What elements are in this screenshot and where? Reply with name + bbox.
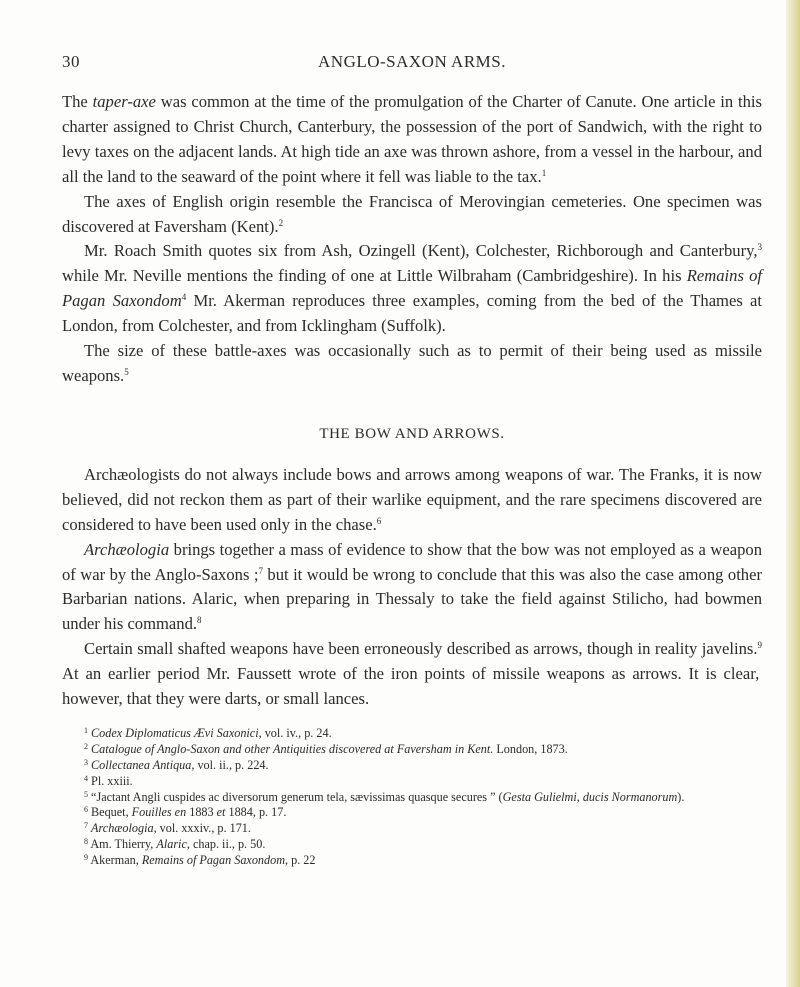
footnote: $^6$ Bequet, Fouilles en 1883 et 1884, p. 17. [84,805,287,820]
running-title: ANGLO-SAXON ARMS. [318,52,506,71]
paragraph: The size of these battle-axes was occasionally such as to permit of their being used as missile weapons.$^5$ [62,341,762,385]
footnote: $^2$ Catalogue of Anglo-Saxon and other Antiquities discovered at Faversham in Kent. London, 1873. [84,741,568,756]
footnote-ref: 2 [278,217,284,228]
footnote-ref: 5 [124,366,129,377]
footnote-ref: 7 [258,565,263,576]
book-page [62,52,762,869]
paragraph: Certain small shafted weapons have been erroneously described as arrows, though in reality javelins.$^9$ At an earlier period Mr. Faussett wrote of the iron points of missile weapons as arrows. It is clear, however, that they were darts, or small lances. [62,639,762,709]
footnote: $^5$ “Jactant Angli cuspides ac diversorum generum tela, sævissimas quasque secures ” (Gesta Gulielmi, ducis Normanorum). [84,789,685,804]
footnote: $^7$ Archæologia, vol. xxxiv., p. 171. [84,821,251,836]
paragraph: The axes of English origin resemble the Francisca of Merovingian cemeteries. One specimen was discovered at Faversham (Kent).$^2$ [62,191,762,236]
footnote-ref: 9 [757,640,762,651]
footnote: $^8$ Am. Thierry, Alaric, chap. ii., p. 50. [84,837,266,852]
footnote-ref: 3 [757,242,762,253]
footnote: $^9$ Akerman, Remains of Pagan Saxondom, p. 22 [84,853,316,868]
footnotes [62,726,762,869]
paragraph: Mr. Roach Smith quotes six from Ash, Ozingell (Kent), Colchester, Richborough and Canterbury,$^3$ while Mr. Neville mentions the finding of one at Little Wilbraham (Cambridgeshire). In his Remains of Pagan Saxondom$^4$ Mr. Akerman reproduces three examples, coming from the bed of the Thames at London, from Colchester, and from Icklingham (Suffolk). [62,241,763,336]
section-heading: THE BOW AND ARROWS. [319,425,505,442]
footnote: $^4$ Pl. xxiii. [84,773,133,788]
footnote-ref: 8 [197,615,202,626]
footnote-ref: 6 [376,515,382,526]
page-edge [786,0,800,987]
paragraph: The taper-axe was common at the time of the promulgation of the Charter of Canute. One article in this charter assigned to Christ Church, Canterbury, the possession of the port of Sandwich, with the right to levy taxes on the adjacent lands. At high tide an axe was thrown ashore, from a vessel in the harbour, and all the land to the seaward of the point where it fell was liable to the tax.$^1$ [62,92,762,186]
body-text [62,90,762,712]
footnote: $^1$ Codex Diplomaticus Ævi Saxonici, vol. iv., p. 24. [84,725,332,740]
paragraph: Archæologists do not always include bows and arrows among weapons of war. The Franks, it is now believed, did not reckon them as part of their warlike equipment, and the rare specimens discovered are considered to have been used only in the chase.$^6$ [62,464,762,534]
footnote: $^3$ Collectanea Antiqua, vol. ii., p. 224. [84,757,269,772]
footnote-ref: 4 [181,292,187,303]
page-number: 30 [62,52,80,71]
footnote-ref: 1 [541,167,547,178]
paragraph: Archæologia brings together a mass of evidence to show that the bow was not employed as a weapon of war by the Anglo-Saxons ;$^7$ but it would be wrong to conclude that this was also the case among other Barbarian nations. Alaric, when preparing in Thessaly to take the field against Stilicho, had bowmen under his command.$^8$ [62,539,762,634]
running-header [62,52,762,76]
